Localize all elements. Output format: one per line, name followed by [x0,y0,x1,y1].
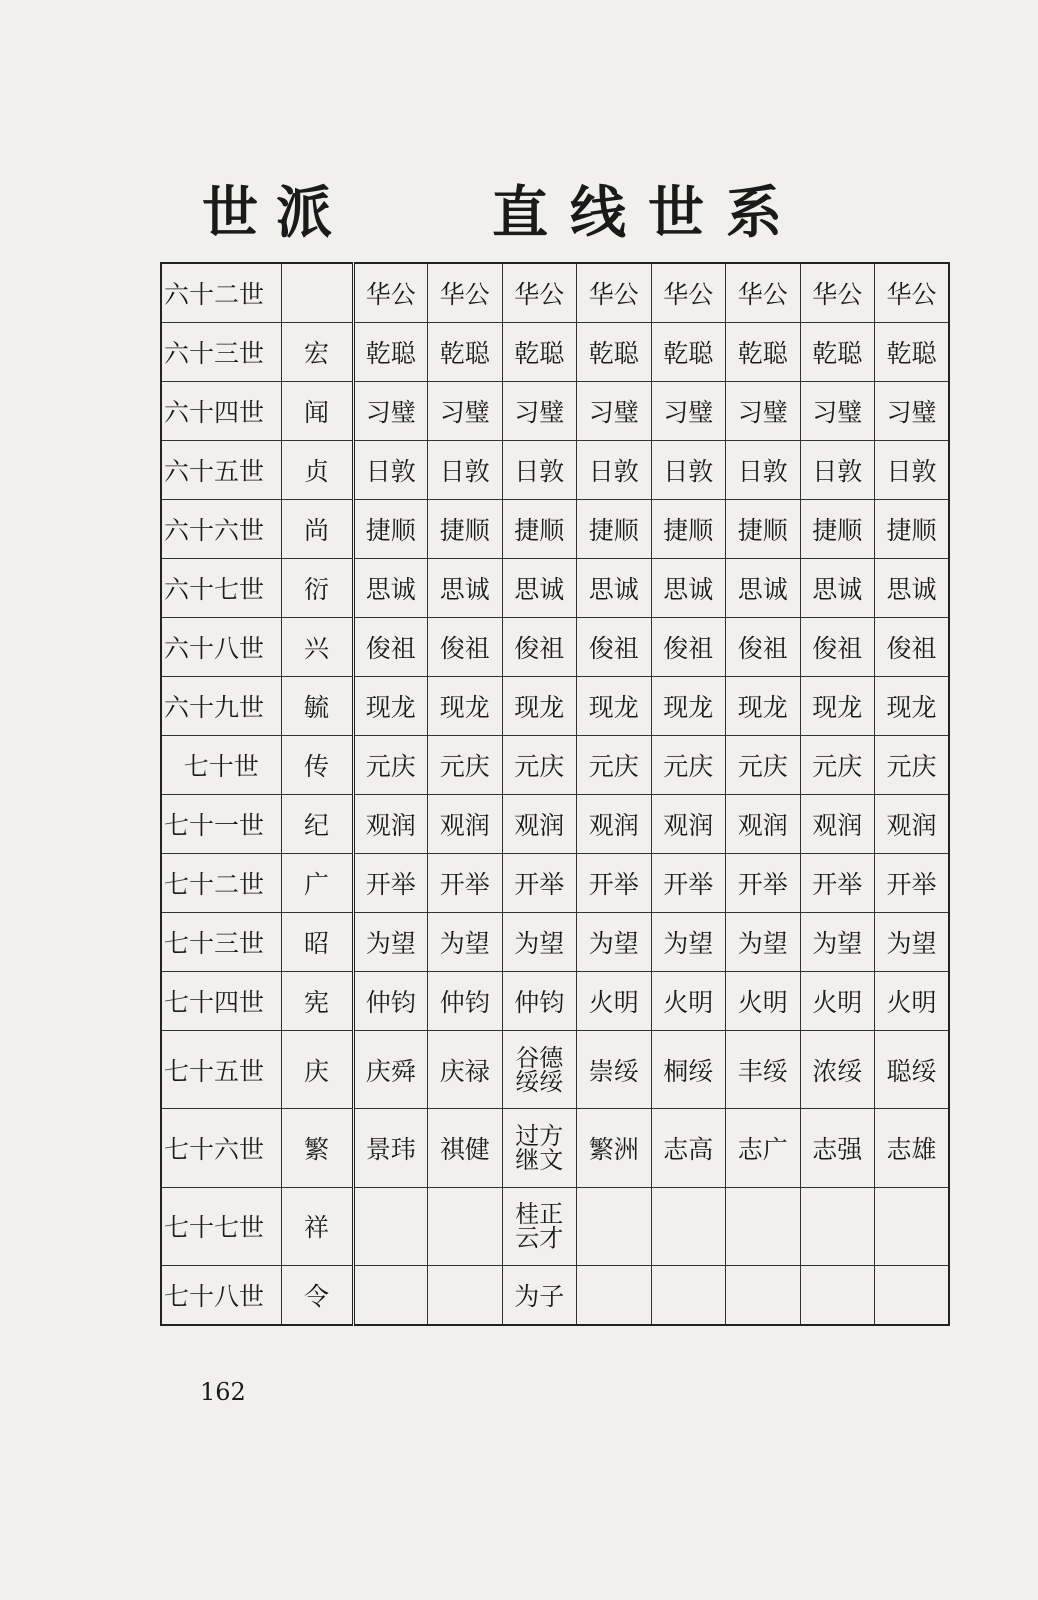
generation-cell: 六十五世 [161,441,281,500]
name-cell [353,1187,428,1265]
generation-character-cell: 贞 [281,441,353,500]
name-cell [726,1265,801,1325]
name-cell: 日敦 [353,441,428,500]
name-cell: 乾聪 [800,323,875,382]
generation-character-cell: 广 [281,854,353,913]
generation-cell: 六十三世 [161,323,281,382]
name-cell: 火明 [577,972,652,1031]
name-cell: 俊祖 [353,618,428,677]
name-cell: 观润 [800,795,875,854]
generation-character-cell: 尚 [281,500,353,559]
title-shipai: 世派 [202,180,350,246]
name-cell: 元庆 [502,736,577,795]
table-row [161,736,949,795]
name-cell: 志强 [800,1109,875,1187]
name-cell: 志雄 [875,1109,950,1187]
name-cell: 为望 [502,913,577,972]
name-cell: 为望 [353,913,428,972]
generation-character-cell [281,263,353,323]
name-cell: 捷顺 [875,500,950,559]
name-cell: 庆禄 [428,1031,503,1109]
name-cell: 华公 [800,263,875,323]
name-cell: 日敦 [577,441,652,500]
generation-character-cell: 闻 [281,382,353,441]
name-cell: 思诚 [353,559,428,618]
table-row [161,795,949,854]
name-cell: 思诚 [800,559,875,618]
lineage-table [160,262,950,1326]
table-row [161,323,949,382]
name-cell: 过方继文 [502,1109,577,1187]
name-cell: 日敦 [502,441,577,500]
name-cell: 开举 [651,854,726,913]
name-cell: 现龙 [353,677,428,736]
name-cell: 俊祖 [502,618,577,677]
name-cell: 开举 [353,854,428,913]
name-cell: 元庆 [577,736,652,795]
name-cell: 观润 [577,795,652,854]
name-cell: 观润 [428,795,503,854]
name-cell: 仲钧 [428,972,503,1031]
name-cell: 捷顺 [726,500,801,559]
name-cell: 华公 [726,263,801,323]
name-cell: 现龙 [428,677,503,736]
name-cell [428,1265,503,1325]
name-cell: 现龙 [502,677,577,736]
generation-character-cell: 宏 [281,323,353,382]
name-cell: 为望 [577,913,652,972]
name-cell: 景玮 [353,1109,428,1187]
name-cell: 思诚 [502,559,577,618]
name-cell [726,1187,801,1265]
name-cell: 捷顺 [353,500,428,559]
name-cell: 为望 [726,913,801,972]
generation-character-cell: 毓 [281,677,353,736]
name-cell: 崇绥 [577,1031,652,1109]
generation-character-cell: 纪 [281,795,353,854]
name-cell: 观润 [502,795,577,854]
name-cell: 华公 [502,263,577,323]
name-cell: 开举 [726,854,801,913]
name-cell: 捷顺 [428,500,503,559]
table-row [161,677,949,736]
table-row [161,1187,949,1265]
table-row [161,618,949,677]
name-cell [875,1187,950,1265]
name-cell: 乾聪 [651,323,726,382]
generation-cell: 六十七世 [161,559,281,618]
table-row [161,382,949,441]
name-cell [651,1187,726,1265]
name-cell: 志广 [726,1109,801,1187]
name-cell: 为望 [651,913,726,972]
name-cell: 习璧 [502,382,577,441]
name-cell: 繁洲 [577,1109,652,1187]
name-cell [577,1187,652,1265]
name-cell: 仲钧 [353,972,428,1031]
generation-cell: 六十六世 [161,500,281,559]
name-cell: 祺健 [428,1109,503,1187]
name-cell: 思诚 [875,559,950,618]
name-cell: 桐绥 [651,1031,726,1109]
table-row [161,854,949,913]
name-cell: 现龙 [875,677,950,736]
name-cell [577,1265,652,1325]
generation-cell: 七十四世 [161,972,281,1031]
name-cell: 习璧 [577,382,652,441]
generation-character-cell: 兴 [281,618,353,677]
generation-character-cell: 传 [281,736,353,795]
name-cell: 火明 [800,972,875,1031]
name-cell: 乾聪 [875,323,950,382]
name-cell: 日敦 [800,441,875,500]
name-cell: 习璧 [353,382,428,441]
name-cell [800,1265,875,1325]
generation-character-cell: 衍 [281,559,353,618]
name-cell: 为望 [428,913,503,972]
name-cell: 乾聪 [428,323,503,382]
name-cell: 谷德绥绥 [502,1031,577,1109]
page-title [0,178,1038,258]
table-row [161,441,949,500]
generation-character-cell: 祥 [281,1187,353,1265]
generation-cell: 七十三世 [161,913,281,972]
generation-cell: 六十四世 [161,382,281,441]
name-cell: 为望 [875,913,950,972]
name-cell: 现龙 [651,677,726,736]
generation-cell: 六十九世 [161,677,281,736]
table-row [161,1265,949,1325]
name-cell: 习璧 [800,382,875,441]
generation-character-cell: 昭 [281,913,353,972]
generation-cell: 七十五世 [161,1031,281,1109]
name-cell: 华公 [353,263,428,323]
name-cell: 仲钧 [502,972,577,1031]
name-cell: 华公 [651,263,726,323]
name-cell: 俊祖 [800,618,875,677]
name-cell: 习璧 [428,382,503,441]
name-cell: 现龙 [577,677,652,736]
name-cell: 思诚 [577,559,652,618]
name-cell: 火明 [726,972,801,1031]
name-cell: 观润 [651,795,726,854]
name-cell: 开举 [875,854,950,913]
name-cell: 为子 [502,1265,577,1325]
table-row [161,263,949,323]
table-row [161,913,949,972]
name-cell: 俊祖 [651,618,726,677]
name-cell: 元庆 [651,736,726,795]
name-cell: 捷顺 [651,500,726,559]
name-cell: 庆舜 [353,1031,428,1109]
table-row [161,559,949,618]
generation-character-cell: 庆 [281,1031,353,1109]
name-cell: 元庆 [353,736,428,795]
name-cell: 乾聪 [353,323,428,382]
name-cell: 元庆 [800,736,875,795]
name-cell [875,1265,950,1325]
name-cell: 俊祖 [726,618,801,677]
name-cell: 观润 [726,795,801,854]
name-cell: 火明 [651,972,726,1031]
generation-cell: 六十八世 [161,618,281,677]
name-cell: 乾聪 [726,323,801,382]
name-cell [651,1265,726,1325]
name-cell: 乾聪 [577,323,652,382]
name-cell: 志高 [651,1109,726,1187]
name-cell: 开举 [502,854,577,913]
name-cell [353,1265,428,1325]
name-cell: 俊祖 [428,618,503,677]
generation-cell: 七十二世 [161,854,281,913]
name-cell: 思诚 [726,559,801,618]
name-cell: 浓绥 [800,1031,875,1109]
name-cell: 习璧 [726,382,801,441]
name-cell: 观润 [353,795,428,854]
generation-cell: 七十七世 [161,1187,281,1265]
table-row [161,1031,949,1109]
generation-cell: 六十二世 [161,263,281,323]
name-cell: 日敦 [651,441,726,500]
table-row [161,1109,949,1187]
name-cell: 捷顺 [502,500,577,559]
generation-cell: 七十世 [161,736,281,795]
name-cell: 火明 [875,972,950,1031]
name-cell: 为望 [800,913,875,972]
generation-character-cell: 令 [281,1265,353,1325]
name-cell: 俊祖 [875,618,950,677]
name-cell: 桂正云才 [502,1187,577,1265]
name-cell: 乾聪 [502,323,577,382]
name-cell: 捷顺 [577,500,652,559]
title-lineage: 直线世系 [492,180,804,246]
name-cell: 现龙 [800,677,875,736]
name-cell: 元庆 [726,736,801,795]
name-cell: 思诚 [651,559,726,618]
name-cell: 元庆 [428,736,503,795]
generation-cell: 七十八世 [161,1265,281,1325]
name-cell: 华公 [577,263,652,323]
generation-character-cell: 宪 [281,972,353,1031]
table-row [161,500,949,559]
page-number: 162 [200,1378,246,1406]
name-cell: 思诚 [428,559,503,618]
name-cell: 丰绥 [726,1031,801,1109]
name-cell: 开举 [428,854,503,913]
name-cell: 开举 [577,854,652,913]
name-cell: 现龙 [726,677,801,736]
name-cell: 日敦 [726,441,801,500]
name-cell: 元庆 [875,736,950,795]
name-cell: 俊祖 [577,618,652,677]
name-cell: 华公 [875,263,950,323]
name-cell: 习璧 [651,382,726,441]
name-cell: 聪绥 [875,1031,950,1109]
name-cell: 日敦 [428,441,503,500]
name-cell: 观润 [875,795,950,854]
name-cell [800,1187,875,1265]
generation-cell: 七十一世 [161,795,281,854]
name-cell [428,1187,503,1265]
name-cell: 捷顺 [800,500,875,559]
name-cell: 日敦 [875,441,950,500]
generation-character-cell: 繁 [281,1109,353,1187]
name-cell: 习璧 [875,382,950,441]
generation-cell: 七十六世 [161,1109,281,1187]
name-cell: 华公 [428,263,503,323]
name-cell: 开举 [800,854,875,913]
table-row [161,972,949,1031]
